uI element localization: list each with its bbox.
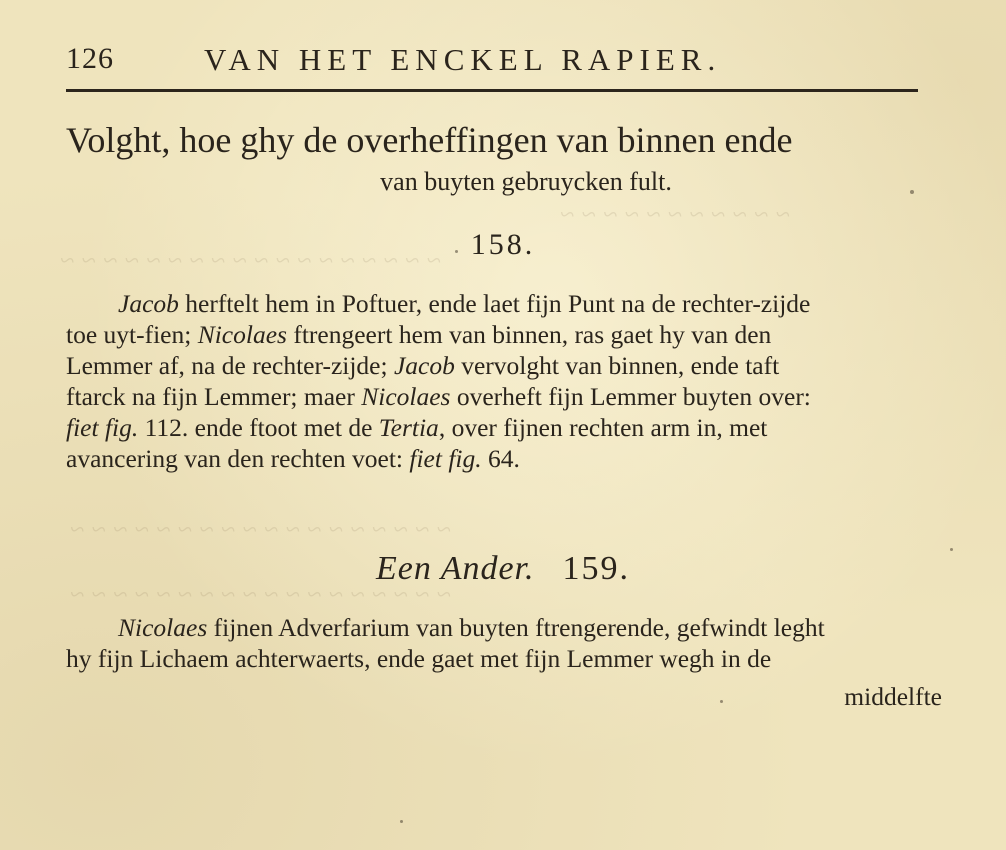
- paper-speck: [455, 250, 458, 253]
- paper-speck: [950, 548, 953, 551]
- text-line: [66, 643, 946, 674]
- italic-name: Nicolaes: [197, 320, 287, 349]
- bleed-through-text: ~ ~ ~ ~ ~ ~ ~ ~ ~ ~ ~ ~ ~ ~ ~ ~ ~ ~: [70, 515, 452, 544]
- italic-name: Jacob: [118, 289, 179, 318]
- section-title: Volght, hoe ghy de overheffingen van binnen ende: [66, 120, 793, 160]
- bleed-through-text: ~ ~ ~ ~ ~ ~ ~ ~ ~ ~ ~ ~ ~ ~ ~ ~ ~ ~: [70, 580, 452, 609]
- text-run: , over fijnen rechten arm in, met: [438, 413, 768, 442]
- text-run: 112. ende ftoot met de: [138, 413, 379, 442]
- page-number: 126: [66, 42, 114, 75]
- page-header: [66, 40, 916, 84]
- section-subtitle-text: van buyten gebruycken fult.: [380, 167, 672, 196]
- text-line: [66, 381, 946, 412]
- text-run: avancering van den rechten voet:: [66, 444, 410, 473]
- text-run: hy fijn Lichaem achterwaerts, ende gaet met fijn Lemmer wegh in de: [66, 644, 772, 673]
- italic-name: fiet fig.: [66, 413, 139, 442]
- bleed-through-text: ~ ~ ~ ~ ~ ~ ~ ~ ~ ~ ~: [560, 200, 791, 229]
- section-subtitle: [66, 167, 946, 197]
- text-run: toe uyt-fien;: [66, 320, 198, 349]
- header-rule: [66, 89, 918, 92]
- catchword: middelfte: [844, 682, 942, 711]
- paper-speck: [720, 700, 723, 703]
- paper-speck: [400, 820, 403, 823]
- text-run: overheft fijn Lemmer buyten over:: [450, 382, 811, 411]
- text-line: [66, 443, 946, 474]
- text-line: [66, 288, 946, 319]
- text-line: [66, 612, 946, 643]
- bleed-through-text: ~ ~ ~ ~ ~ ~ ~ ~ ~ ~ ~ ~ ~ ~ ~ ~ ~ ~: [60, 246, 442, 275]
- entry-heading-label: Een Ander.: [375, 550, 535, 587]
- text-line: [66, 350, 946, 381]
- text-run: ftrengeert hem van binnen, ras gaet hy van den: [286, 320, 772, 349]
- text-run: herftelt hem in Poftuer, ende laet fijn Punt na de rechter-zijde: [178, 289, 811, 318]
- paper-speck: [910, 190, 914, 194]
- paragraph-158: [66, 288, 946, 474]
- text-run: 64.: [481, 444, 520, 473]
- entry-number: 159.: [562, 550, 631, 587]
- italic-name: Nicolaes: [118, 613, 208, 642]
- italic-name: Tertia: [378, 413, 439, 442]
- entry-number: 158.: [470, 228, 536, 261]
- italic-name: Nicolaes: [361, 382, 451, 411]
- paragraph-159: [66, 612, 946, 674]
- text-line: [66, 319, 946, 350]
- italic-name: Jacob: [393, 351, 455, 380]
- text-run: vervolght van binnen, ende taft: [454, 351, 780, 380]
- text-run: ftarck na fijn Lemmer; maer: [66, 382, 362, 411]
- running-head: VAN HET ENCKEL RAPIER.: [204, 42, 722, 77]
- italic-name: fiet fig.: [409, 444, 482, 473]
- entry-heading: [0, 550, 1006, 588]
- text-line: [66, 412, 946, 443]
- text-run: fijnen Adverfarium van buyten ftrengerende, gefwindt leght: [207, 613, 825, 642]
- text-run: Lemmer af, na de rechter-zijde;: [66, 351, 394, 380]
